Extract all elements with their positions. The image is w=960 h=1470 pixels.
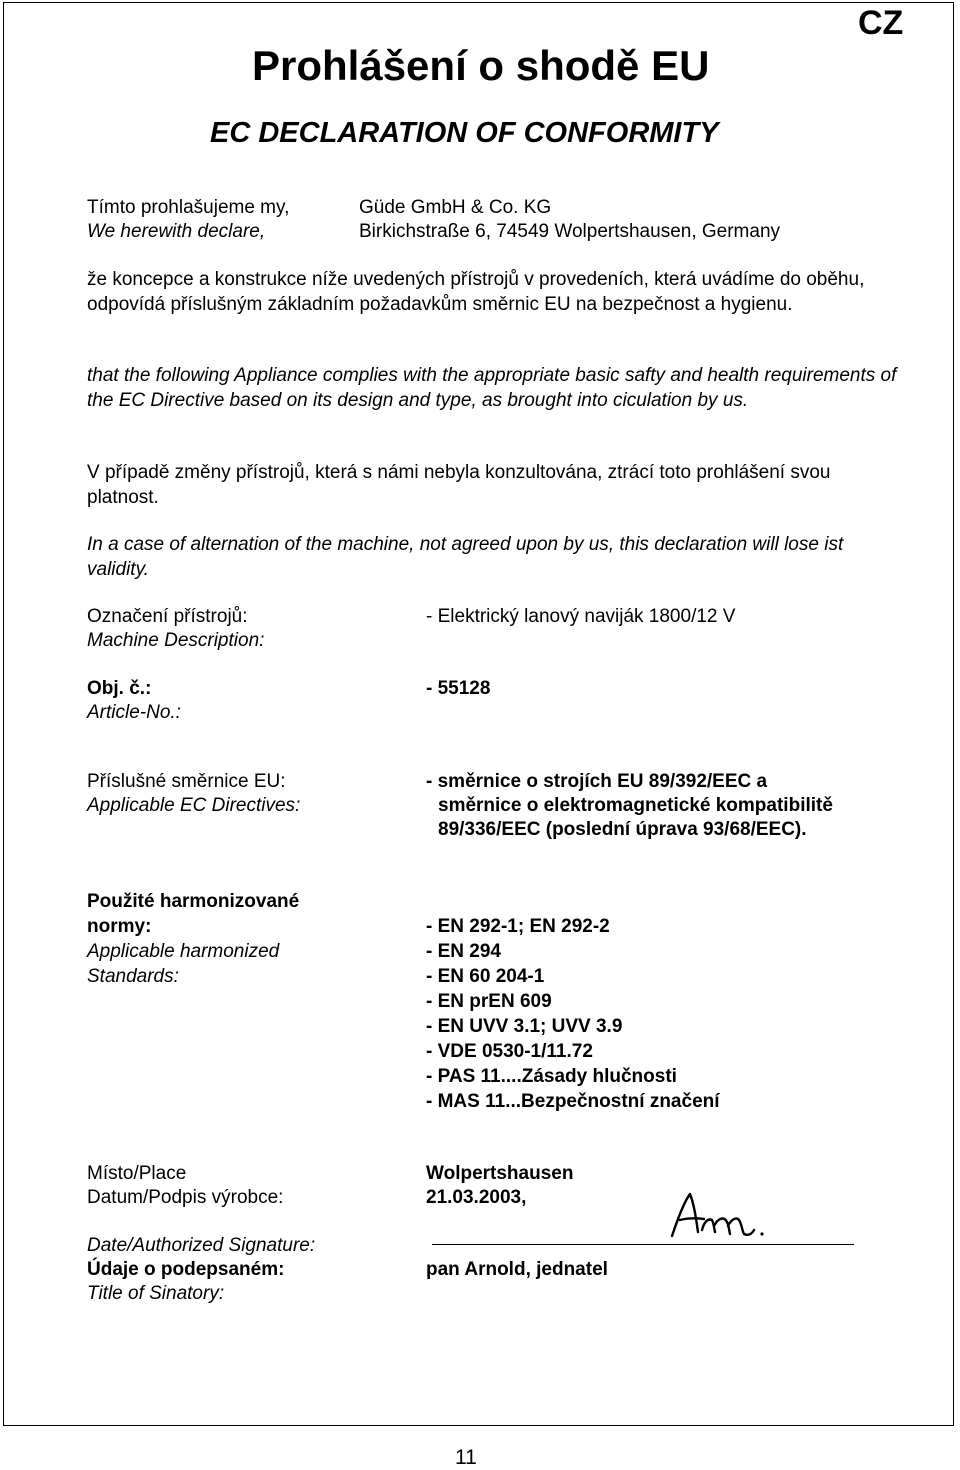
directive-line: - směrnice o strojích EU 89/392/EEC a [426, 771, 768, 792]
standard-item: - PAS 11....Zásady hlučnosti [426, 1066, 677, 1087]
signature-line [432, 1244, 854, 1245]
date-label-en: Date/Authorized Signature: [87, 1235, 316, 1256]
paragraph-2-en: In a case of alternation of the machine, not agreed upon by us, this declaration will lose ist validity. [87, 534, 844, 580]
article-label-en: Article-No.: [87, 702, 181, 723]
article-value: - 55128 [426, 678, 491, 699]
machine-value: - Elektrický lanový naviják 1800/12 V [426, 606, 736, 627]
standards-label-en-1: Applicable harmonized [87, 941, 280, 962]
machine-label-en: Machine Description: [87, 630, 265, 651]
paragraph-1-cz: že koncepce a konstrukce níže uvedených přístrojů v provedeních, která uvádíme do oběhu, odpovídá příslušným základním požadavkům směrnic EU na bezpečnost a hygienu. [87, 269, 865, 315]
standard-item: - EN 294 [426, 941, 501, 962]
paragraph-1-en: that the following Appliance complies with the appropriate basic safty and health requirements of the EC Directive based on its design and type, as brought into ciculation by us. [87, 365, 897, 411]
standard-item: - VDE 0530-1/11.72 [426, 1041, 593, 1062]
signatory-label-en: Title of Sinatory: [87, 1283, 225, 1304]
signature-image [640, 1188, 780, 1248]
paragraph-2-cz: V případě změny přístrojů, která s námi nebyla konzultována, ztrácí toto prohlášení svou platnost. [87, 462, 831, 508]
page-title: Prohlášení o shodě EU [252, 42, 710, 89]
declare-label-en: We herewith declare, [87, 221, 266, 242]
standard-item: - MAS 11...Bezpečnostní značení [426, 1091, 720, 1112]
page-subtitle: EC DECLARATION OF CONFORMITY [210, 117, 719, 149]
directive-line: 89/336/EEC (poslední úprava 93/68/EEC). [438, 819, 807, 840]
standard-item: - EN prEN 609 [426, 991, 552, 1012]
directives-label-cz: Příslušné směrnice EU: [87, 771, 286, 792]
standards-label-cz-1: Použité harmonizované [87, 891, 300, 912]
signatory-label-cz: Údaje o podepsaném: [87, 1259, 285, 1280]
declare-label-cz: Tímto prohlašujeme my, [87, 197, 290, 218]
page-number: 11 [455, 1446, 477, 1469]
standards-label-en-2: Standards: [87, 966, 179, 987]
company-name: Güde GmbH & Co. KG [359, 197, 552, 218]
article-label-cz: Obj. č.: [87, 678, 152, 699]
standard-item: - EN UVV 3.1; UVV 3.9 [426, 1016, 623, 1037]
directive-line: směrnice o elektromagnetické kompatibilitě [438, 795, 833, 816]
standard-item: - EN 60 204-1 [426, 966, 545, 987]
signatory-value: pan Arnold, jednatel [426, 1259, 608, 1280]
place-value: Wolpertshausen [426, 1163, 574, 1184]
company-address: Birkichstraße 6, 74549 Wolpertshausen, Germany [359, 221, 781, 242]
date-label: Datum/Podpis výrobce: [87, 1187, 284, 1208]
standards-label-cz-2: normy: [87, 916, 152, 937]
date-value: 21.03.2003, [426, 1187, 527, 1208]
directives-label-en: Applicable EC Directives: [87, 795, 301, 816]
machine-label-cz: Označení přístrojů: [87, 606, 248, 627]
language-code: CZ [858, 4, 904, 42]
standard-item: - EN 292-1; EN 292-2 [426, 916, 610, 937]
place-label: Místo/Place [87, 1163, 187, 1184]
